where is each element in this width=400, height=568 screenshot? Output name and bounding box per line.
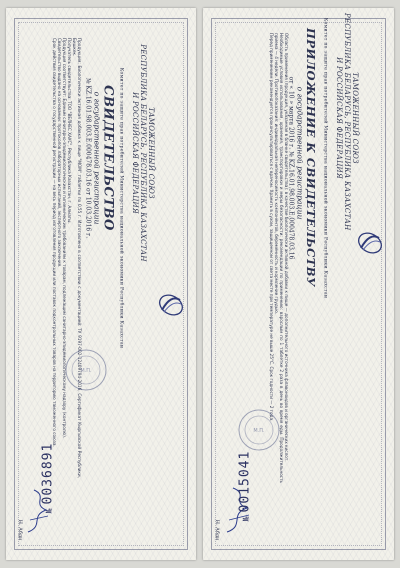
header-line-2: РЕСПУБЛИКА БЕЛАРУСЬ, РЕСПУБЛИКА КАЗАХСТАН: [139, 44, 147, 262]
serial-value: 0015041: [237, 450, 253, 513]
certificate-title: СВИДЕТЕЛЬСТВО: [100, 85, 116, 231]
certificate-body: [42, 38, 82, 478]
body-paragraph: Свидетельство выдано на основании: протоколов лабораторных испытаний, экспертного заключения.: [57, 38, 62, 268]
customs-union-emblem-icon: [355, 228, 385, 258]
appendix-title: ПРИЛОЖЕНИЕ К СВИДЕТЕЛЬСТВУ: [304, 28, 318, 287]
header-line-3: И РОССИЙСКАЯ ФЕДЕРАЦИЯ: [335, 57, 343, 179]
serial-prefix: №: [44, 508, 54, 514]
authority-text: Комитет по защите прав потребителей Министерства национальной экономики Республики Казахстан: [322, 17, 328, 299]
serial-number: [234, 451, 253, 522]
body-paragraph: Продукция: Биологически активная добавка к пище "МОМ" таблетки по 0,55 г. Изготовлена в соответствии с документацией: ТУ 9197-002-12409794-2016, Сертификат Кыргызской Республики, Бишкек.: [72, 38, 82, 478]
customs-union-emblem-icon: [156, 290, 186, 320]
body-paragraph: Необходимые условия использования, хранения, транспортировки и меры безопасности: рекомендации по применению: взрослым по 1 таблетке 2 раза в день во время еды. Продолжительность приема — 4 недели. Противопоказания: индивидуальная непереносимость компонентов, беременность и кормление грудью.: [274, 33, 284, 483]
header-line-1: ТАМОЖЕННЫЙ СОЮЗ: [147, 107, 155, 199]
body-paragraph: Получатель свидетельства: ТОО "ВЕЛНЕС ХАУС", Республика Казахстан, г. Алматы.: [67, 38, 72, 224]
header-line-3: И РОССИЙСКАЯ ФЕДЕРАЦИЯ: [131, 92, 139, 214]
appendix-subtitle: о государственной регистрации: [295, 86, 305, 220]
body-paragraph: Срок действия свидетельства о государственной регистрации — на весь период изготовления продукции или поставок подконтрольных товаров на территорию таможенного союза.: [52, 38, 57, 447]
round-seal-icon: [64, 348, 108, 392]
header-line-2: РЕСПУБЛИКА БЕЛАРУСЬ, РЕСПУБЛИКА КАЗАХСТАН: [343, 13, 351, 231]
serial-value: 0036891: [40, 442, 56, 505]
header-line-1: ТАМОЖЕННЫЙ СОЮЗ: [351, 72, 359, 164]
certificate-main-page: [6, 8, 196, 560]
serial-prefix: №: [241, 516, 251, 522]
serial-number: [37, 443, 56, 514]
registration-number: № KZ.16.01.98.003.E.000478.03.16 от 10.03.2016 г.: [84, 77, 92, 239]
certificate-appendix-page: [203, 8, 394, 560]
signer-name: Н. Абди: [214, 519, 220, 541]
certificate-subtitle: о государственной регистрации: [92, 91, 102, 225]
signer-name: Н. Абди: [17, 519, 23, 541]
round-seal-icon: [237, 408, 281, 452]
authority-text: Комитет по защите прав потребителей Министерства национальной экономики Республики Казахстан: [118, 67, 124, 349]
body-paragraph: Продукция соответствует: Единым санитарно-эпидемиологическим и гигиеническим требованиям к товарам, подлежащим санитарно-эпидемиологическому надзору (контролю).: [62, 38, 67, 439]
body-paragraph: Перед применением рекомендуется проконсультироваться с врачом. Хранить в сухом, защищенном от света месте при температуре не выше 25°С. Срок годности — 2 года.: [269, 33, 274, 422]
svg-text:М.П.: М.П.: [253, 428, 265, 434]
body-paragraph: Область применения (продукция, указанная в бланке свидетельства): в качестве биологически активной добавки к пище — дополнительного источника флавоноидов и органических кислот.: [284, 33, 289, 462]
svg-text:М.П.: М.П.: [80, 368, 92, 374]
appendix-registration-number: от « 10 » марта 2016 г. № KZ.16.01.98.003.E.000478.03.16: [287, 76, 295, 260]
